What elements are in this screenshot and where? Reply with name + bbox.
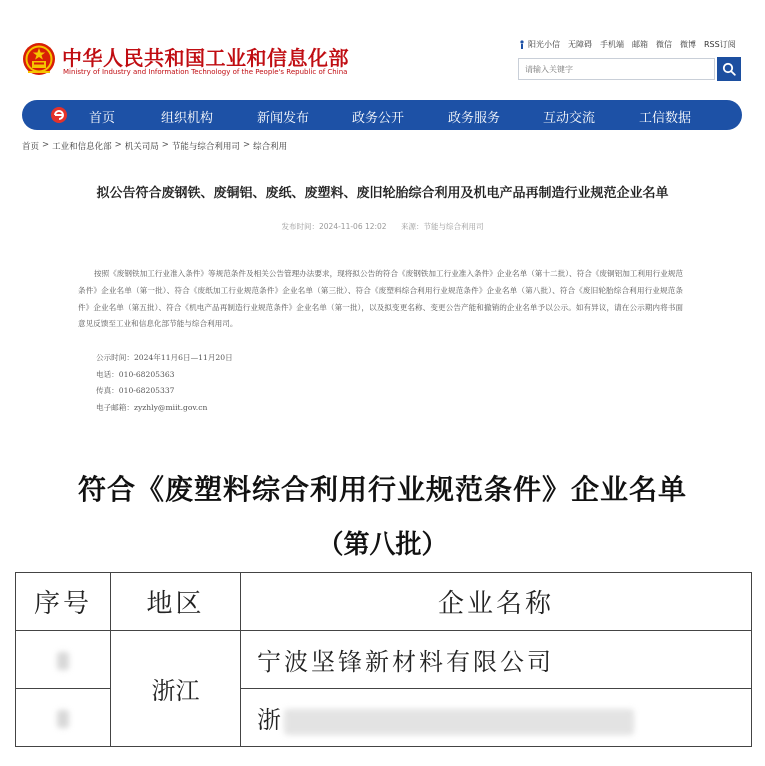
main-nav <box>22 100 742 130</box>
wechat-link[interactable]: 微信 <box>656 40 672 49</box>
nav-item-news[interactable]: 新闻发布 <box>257 111 310 126</box>
site-title[interactable]: 中华人民共和国工业和信息化部 <box>62 46 349 70</box>
publish-date: 发布时间：2024-11-06 12:02 <box>281 222 387 231</box>
company-name-cell: 宁波坚锋新材料有限公司 <box>241 631 752 689</box>
contact-email[interactable]: 电子邮箱：zyzhly@miit.gov.cn <box>96 403 208 412</box>
rss-link[interactable]: RSS订阅 <box>704 40 736 49</box>
breadcrumb-home[interactable]: 首页 <box>22 142 40 152</box>
breadcrumb-separator: > <box>114 140 122 150</box>
barrier-free-link[interactable]: 无障碍 <box>568 40 592 49</box>
notice-period: 公示时间：2024年11月6日—11月20日 <box>96 353 233 362</box>
mailbox-link[interactable]: 邮箱 <box>632 40 648 49</box>
region-cell: 浙江 <box>111 631 241 747</box>
accessibility-icon <box>518 40 526 49</box>
header-region: 地区 <box>111 573 241 631</box>
blurred-number <box>57 652 69 670</box>
search-icon <box>722 62 736 76</box>
top-links <box>518 39 736 50</box>
breadcrumb-comprehensive-use[interactable]: 综合利用 <box>253 142 288 152</box>
table-row <box>16 631 752 689</box>
document-title: 符合《废塑料综合利用行业规范条件》企业名单 <box>77 473 687 506</box>
article-title: 拟公告符合废钢铁、废铜铝、废纸、废塑料、废旧轮胎综合利用及机电产品再制造行业规范企业名单 <box>96 186 669 201</box>
home-logo-icon[interactable] <box>50 106 68 124</box>
mobile-link[interactable]: 手机端 <box>600 40 624 49</box>
nav-item-home[interactable]: 首页 <box>89 111 116 126</box>
breadcrumb-ministry[interactable]: 工业和信息化部 <box>52 142 112 152</box>
table-header-row <box>16 573 752 631</box>
row-number-cell <box>16 689 111 747</box>
article-body: 按照《废钢铁加工行业准入条件》等规范条件及相关公告管理办法要求，现将拟公告的符合《废钢铁加工行业准入条件》企业名单（第十二批）、符合《废铜铝加工利用行业规范条件》企业名单（第一批）、符合《废纸加工行业规范条件》企业名单（第三批）、符合《废塑料综合利用行业规范条件》企业名单（第八批）、符合《废旧轮胎综合利用行业规范条件》企业名单（第五批）、符合《机电产品再制造行业规范条件》企业名单（第一批），以及拟变更名称、变更公告产能和撤销的企业名单予以公示。如有异议，请在公示期内将书面意见反馈至工业和信息化部节能与综合利用司。 <box>78 269 683 329</box>
contact-fax: 传真：010-68205337 <box>96 386 175 395</box>
row-number-cell <box>16 631 111 689</box>
nav-item-government-affairs[interactable]: 政务公开 <box>352 111 405 126</box>
site-header <box>0 0 765 96</box>
breadcrumb-energy-department[interactable]: 节能与综合利用司 <box>171 142 240 152</box>
nav-item-government-services[interactable]: 政务服务 <box>448 111 501 126</box>
breadcrumb-separator: > <box>42 140 50 150</box>
breadcrumb <box>22 140 287 152</box>
header-company-name: 企业名称 <box>241 573 752 631</box>
blurred-number <box>57 710 69 728</box>
nav-item-organization[interactable]: 组织机构 <box>161 111 214 126</box>
accessibility-link[interactable] <box>518 39 560 50</box>
weibo-link[interactable]: 微博 <box>680 40 696 49</box>
article-source: 来源：节能与综合利用司 <box>400 222 484 231</box>
contact-phone: 电话：010-68205363 <box>96 370 175 379</box>
nav-item-interaction[interactable]: 互动交流 <box>543 111 596 126</box>
article-meta <box>0 221 765 232</box>
accessibility-label: 阳光小信 <box>528 40 560 49</box>
search-input[interactable] <box>518 58 715 80</box>
nav-item-data[interactable]: 工信数据 <box>639 111 692 126</box>
company-name-cell <box>241 689 752 747</box>
enterprise-table <box>15 572 752 747</box>
breadcrumb-separator: > <box>161 140 169 150</box>
breadcrumb-departments[interactable]: 机关司局 <box>124 142 159 152</box>
header-serial-number: 序号 <box>16 573 111 631</box>
document-subtitle: （第八批） <box>317 530 448 560</box>
company-name-prefix: 浙 <box>257 706 284 734</box>
search-button[interactable] <box>717 57 741 81</box>
national-emblem-icon <box>22 40 56 78</box>
site-subtitle: Ministry of Industry and Information Technology of the People's Republic of China <box>63 68 348 76</box>
breadcrumb-separator: > <box>242 140 251 150</box>
blurred-company-name <box>284 709 634 735</box>
